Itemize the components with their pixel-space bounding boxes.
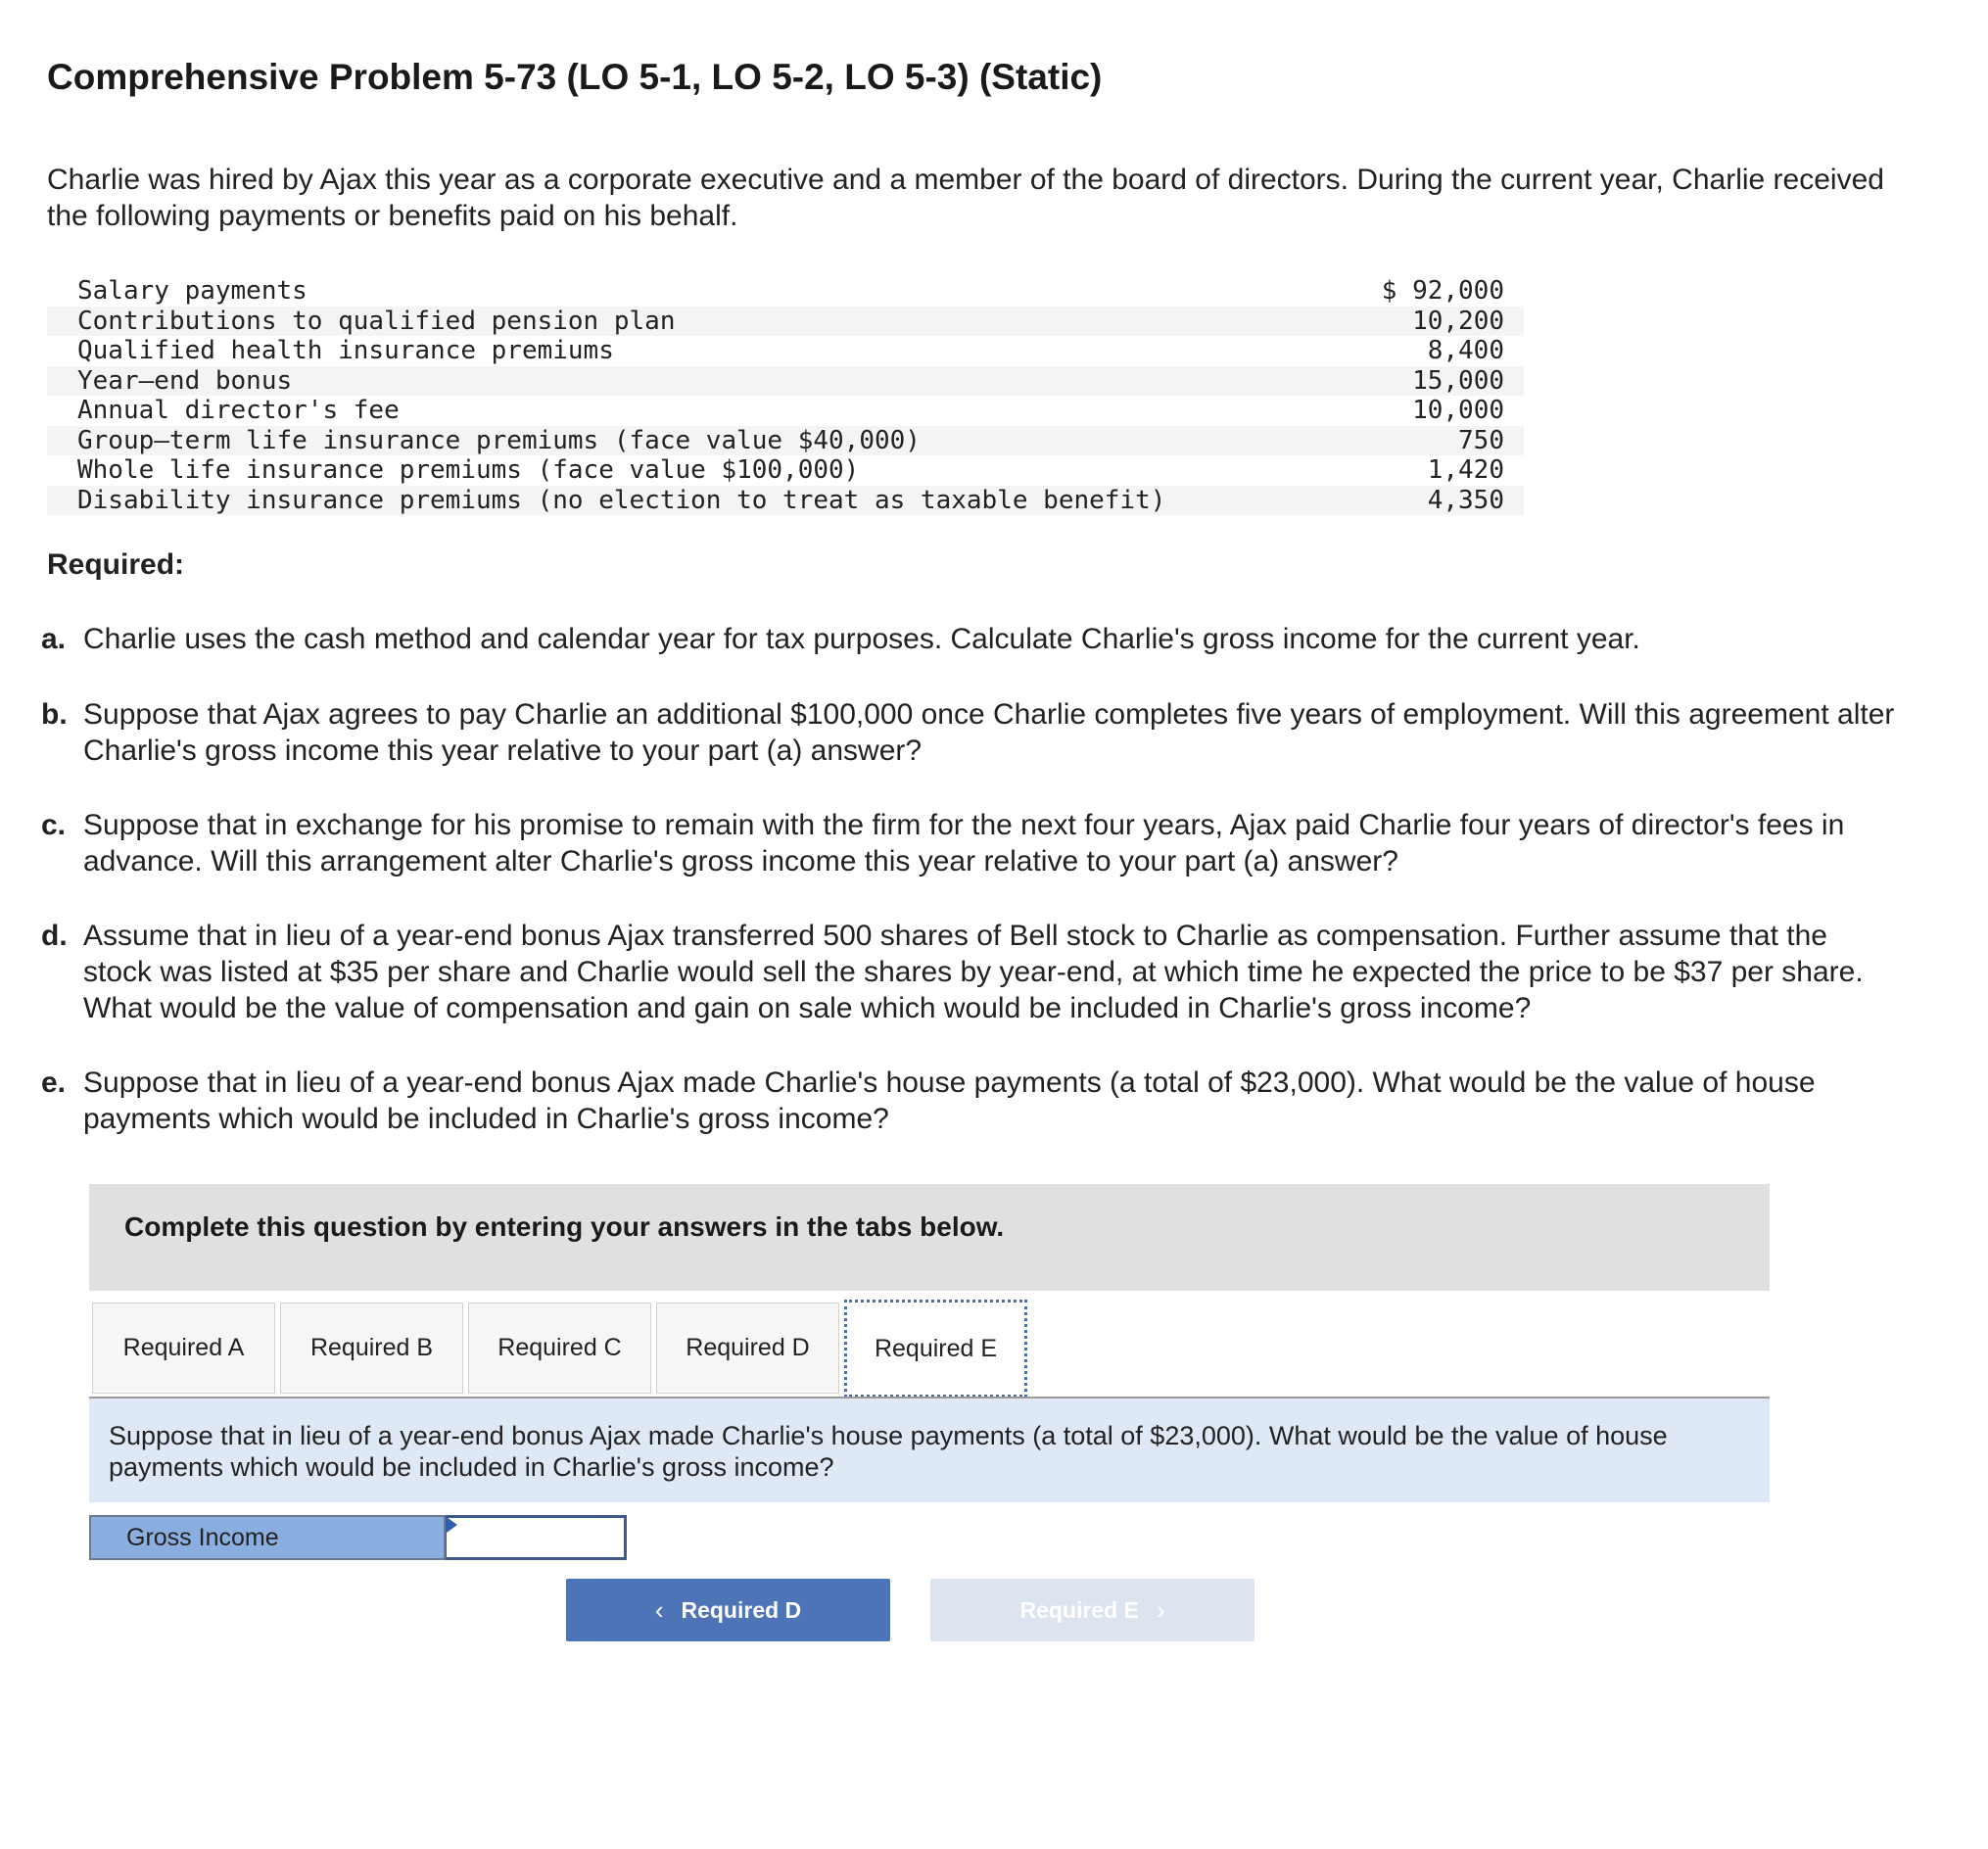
tab-required-a[interactable]: Required A bbox=[92, 1303, 275, 1394]
question-text: Suppose that Ajax agrees to pay Charlie an additional $100,000 once Charlie completes five years of employment. Will this agreement alter Charlie's gross income this year relative to your part (a) answer? bbox=[83, 698, 1895, 767]
payment-amount: 1,420 bbox=[1427, 455, 1504, 485]
answer-row bbox=[89, 1515, 627, 1560]
payment-row bbox=[47, 276, 1524, 307]
payment-row bbox=[47, 366, 1524, 397]
payment-row bbox=[47, 455, 1524, 486]
chevron-right-icon: › bbox=[1156, 1594, 1165, 1625]
question-text: Suppose that in exchange for his promise to remain with the firm for the next four years, Ajax paid Charlie four years of director's fees in advance. Will this arrangement alter Charlie's gross income this year relative to your part (a) answer? bbox=[83, 809, 1845, 877]
payment-label: Group–term life insurance premiums (face value $40,000) bbox=[77, 425, 921, 455]
payment-label: Qualified health insurance premiums bbox=[77, 336, 614, 365]
required-heading: Required: bbox=[47, 548, 185, 581]
chevron-left-icon: ‹ bbox=[654, 1594, 664, 1625]
question-letter: b. bbox=[41, 698, 68, 731]
payment-label: Whole life insurance premiums (face value $100,000) bbox=[77, 455, 860, 485]
gross-income-input[interactable] bbox=[446, 1515, 627, 1560]
prev-button-label: Required D bbox=[681, 1596, 802, 1623]
payment-label: Year–end bonus bbox=[77, 365, 293, 396]
tab-required-c[interactable]: Required C bbox=[468, 1303, 651, 1394]
question-text: Charlie uses the cash method and calendar year for tax purposes. Calculate Charlie's gross income for the current year. bbox=[83, 623, 1640, 655]
question-b bbox=[41, 696, 1902, 769]
question-c bbox=[41, 807, 1902, 879]
payment-row bbox=[47, 426, 1524, 456]
answer-panel-header bbox=[89, 1184, 1770, 1291]
payment-amount: 8,400 bbox=[1427, 336, 1504, 365]
payments-table bbox=[47, 276, 1524, 515]
payment-label: Disability insurance premiums (no election to treat as taxable benefit) bbox=[77, 485, 1166, 515]
payment-row bbox=[47, 307, 1524, 337]
question-text: Suppose that in lieu of a year-end bonus Ajax made Charlie's house payments (a total of $23,000). What would be the value of house payments which would be included in Charlie's gross income? bbox=[83, 1067, 1816, 1135]
payment-row bbox=[47, 486, 1524, 516]
payment-amount: 15,000 bbox=[1412, 365, 1504, 396]
next-required-button[interactable] bbox=[930, 1579, 1254, 1641]
problem-intro: Charlie was hired by Ajax this year as a corporate executive and a member of the board of directors. During the current year, Charlie received the following payments or benefits paid on his behalf. bbox=[47, 164, 1884, 232]
tab-question-text: Suppose that in lieu of a year-end bonus Ajax made Charlie's house payments (a total of $23,000). What would be the value of house payments which would be included in Charlie's gross income? bbox=[109, 1421, 1668, 1482]
required-tabs bbox=[92, 1303, 1032, 1399]
payment-label: Annual director's fee bbox=[77, 396, 400, 425]
question-text: Assume that in lieu of a year-end bonus Ajax transferred 500 shares of Bell stock to Charlie as compensation. Further assume that the stock was listed at $35 per share and Charlie would sell the shares by year-end, at which time he expected the price to be $37 per share. What would be the value of compensation and gain on sale which would be included in Charlie's gross income? bbox=[83, 920, 1864, 1024]
tab-required-b[interactable]: Required B bbox=[280, 1303, 463, 1394]
tab-required-d[interactable]: Required D bbox=[656, 1303, 839, 1394]
payment-row bbox=[47, 396, 1524, 426]
question-letter: a. bbox=[41, 623, 67, 655]
payment-amount: 750 bbox=[1458, 425, 1504, 455]
tab-required-e[interactable]: Required E bbox=[844, 1300, 1027, 1398]
question-d bbox=[41, 918, 1902, 1026]
question-letter: d. bbox=[41, 920, 68, 952]
next-button-label: Required E bbox=[1019, 1596, 1139, 1623]
question-letter: c. bbox=[41, 809, 67, 841]
question-a bbox=[41, 621, 1902, 657]
tab-content-panel bbox=[89, 1399, 1770, 1502]
panel-instructions: Complete this question by entering your answers in the tabs below. bbox=[124, 1211, 1005, 1242]
payment-label: Contributions to qualified pension plan bbox=[77, 306, 676, 336]
input-marker-icon bbox=[447, 1517, 457, 1533]
payment-label: Salary payments bbox=[77, 276, 308, 306]
prev-required-button[interactable] bbox=[566, 1579, 890, 1641]
payment-amount: 10,200 bbox=[1412, 306, 1504, 336]
payment-amount: $ 92,000 bbox=[1381, 276, 1504, 306]
question-letter: e. bbox=[41, 1067, 67, 1099]
payment-amount: 4,350 bbox=[1427, 485, 1504, 515]
problem-title: Comprehensive Problem 5-73 (LO 5-1, LO 5-2, LO 5-3) (Static) bbox=[47, 57, 1103, 97]
payment-amount: 10,000 bbox=[1412, 396, 1504, 425]
question-e bbox=[41, 1065, 1902, 1137]
payment-row bbox=[47, 336, 1524, 366]
gross-income-label: Gross Income bbox=[89, 1515, 446, 1560]
